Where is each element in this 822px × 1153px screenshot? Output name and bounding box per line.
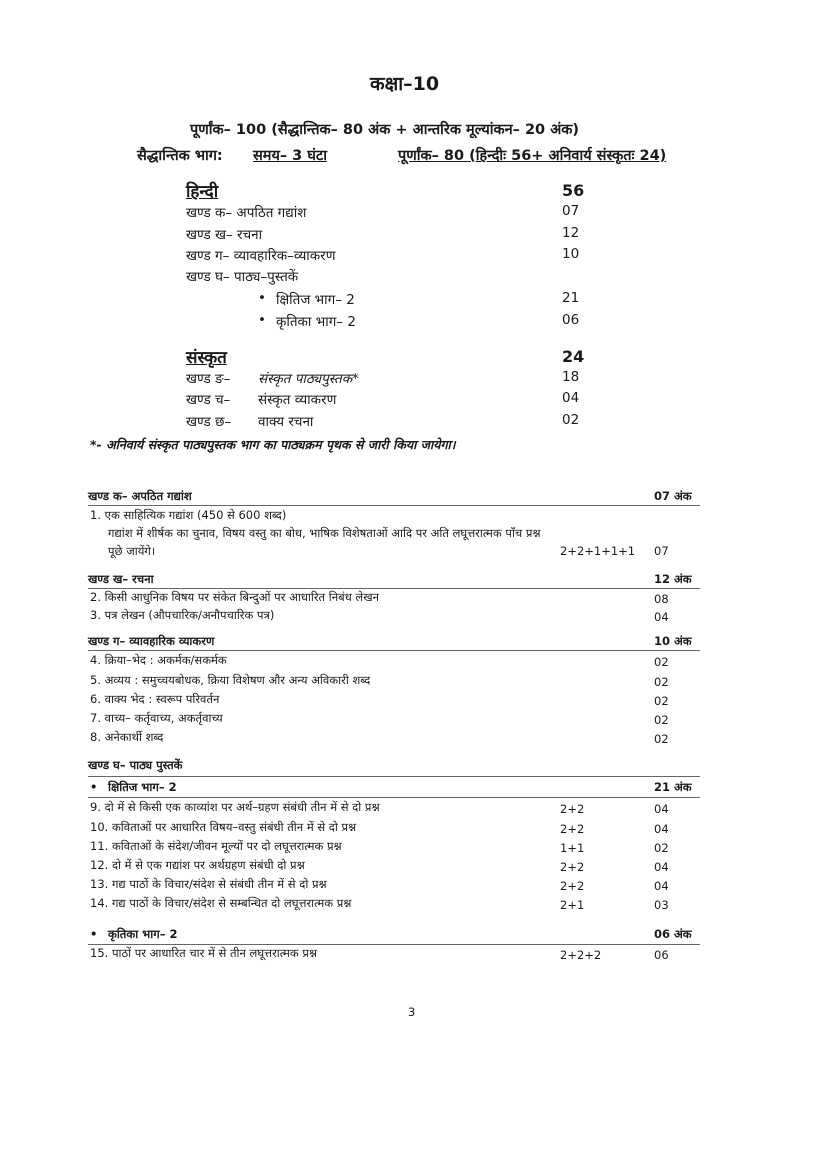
page-number: 3 bbox=[408, 1005, 416, 1019]
summary-subrow-label: कृतिका भाग– 2 bbox=[276, 314, 356, 330]
detail-item: 8. अनेकार्थी शब्द bbox=[90, 730, 164, 744]
section-heading: खण्ड ख– रचना bbox=[88, 572, 154, 586]
summary-row-prefix: खण्ड छ– bbox=[186, 414, 232, 430]
detail-item-marks: 04 bbox=[654, 802, 669, 816]
detail-item-marks: 02 bbox=[654, 732, 669, 746]
summary-row-marks: 12 bbox=[562, 225, 580, 241]
summary-row-marks: 10 bbox=[562, 246, 580, 262]
summary-subrow-label: क्षितिज भाग– 2 bbox=[276, 292, 355, 308]
detail-item-marks: 03 bbox=[654, 898, 669, 912]
bullet-icon: • bbox=[258, 312, 266, 328]
detail-item-marks: 02 bbox=[654, 713, 669, 727]
detail-item-split: 2+2 bbox=[560, 860, 585, 874]
summary-row-label: खण्ड घ– पाठ्य–पुस्तकें bbox=[186, 269, 299, 285]
detail-item: 15. पाठों पर आधारित चार में से तीन लघूत्तरात्मक प्रश्न bbox=[90, 946, 318, 960]
summary-row-label: संस्कृत पाठ्यपुस्तक* bbox=[258, 371, 359, 387]
section-total: 12 अंक bbox=[654, 572, 692, 586]
detail-item-marks: 07 bbox=[654, 544, 669, 558]
subsection-total: 21 अंक bbox=[654, 780, 692, 794]
summary-row-label: खण्ड ग– व्यावहारिक–व्याकरण bbox=[186, 248, 336, 264]
detail-item: 3. पत्र लेखन (औपचारिक/अनौपचारिक पत्र) bbox=[90, 608, 275, 622]
detail-item-marks: 02 bbox=[654, 655, 669, 669]
summary-row-marks: 04 bbox=[562, 390, 580, 406]
bullet-icon: • bbox=[90, 927, 98, 941]
summary-row-marks: 18 bbox=[562, 369, 580, 385]
detail-item-marks: 02 bbox=[654, 694, 669, 708]
detail-item-marks: 04 bbox=[654, 860, 669, 874]
section-total: 10 अंक bbox=[654, 634, 692, 648]
summary-subrow-marks: 06 bbox=[562, 312, 580, 328]
detail-item: 11. कविताओं के संदेश/जीवन मूल्यों पर दो लघूत्तरात्मक प्रश्न bbox=[90, 839, 342, 853]
hindi-total: 56 bbox=[562, 181, 585, 200]
detail-item: 13. गद्य पाठों के विचार/संदेश से संबंधी तीन में से दो प्रश्न bbox=[90, 877, 327, 891]
divider bbox=[88, 776, 700, 777]
summary-row-label: वाक्य रचना bbox=[258, 414, 314, 430]
detail-item-marks: 04 bbox=[654, 822, 669, 836]
divider bbox=[88, 797, 700, 798]
detail-item-split: 2+1 bbox=[560, 898, 585, 912]
detail-item: 4. क्रिया–भेद : अकर्मक/सकर्मक bbox=[90, 653, 227, 667]
detail-item: 10. कविताओं पर आधारित विषय–वस्तु संबंधी तीन में से दो प्रश्न bbox=[90, 820, 357, 834]
detail-item: 14. गद्य पाठों के विचार/संदेश से सम्बन्धित दो लघूत्तरात्मक प्रश्न bbox=[90, 896, 352, 910]
detail-item: 9. दो में से किसी एक काव्यांश पर अर्थ–ग्रहण संबंधी तीन में से दो प्रश्न bbox=[90, 800, 380, 814]
detail-item-marks: 02 bbox=[654, 841, 669, 855]
hindi-heading: हिन्दी bbox=[186, 182, 219, 202]
page-title: कक्षा–10 bbox=[370, 73, 440, 95]
detail-item: 6. वाक्य भेद : स्वरूप परिवर्तन bbox=[90, 692, 220, 706]
detail-item-split: 2+2 bbox=[560, 802, 585, 816]
summary-row-prefix: खण्ड च– bbox=[186, 392, 231, 408]
summary-row-prefix: खण्ड ङ– bbox=[186, 371, 231, 387]
summary-row-marks: 02 bbox=[562, 412, 580, 428]
summary-row-label: खण्ड ख– रचना bbox=[186, 227, 263, 243]
detail-item: 12. दो में से एक गद्यांश पर अर्थग्रहण संबंधी दो प्रश्न bbox=[90, 858, 305, 872]
footnote: *- अनिवार्य संस्कृत पाठ्यपुस्तक भाग का पाठ्यक्रम पृथक से जारी किया जायेगा। bbox=[90, 437, 456, 452]
detail-item: 2. किसी आधुनिक विषय पर संकेत बिन्दुओं पर आधारित निबंध लेखन bbox=[90, 590, 380, 604]
section-heading: खण्ड क– अपठित गद्यांश bbox=[88, 489, 192, 503]
detail-item: 5. अव्यय : समुच्चयबोधक, क्रिया विशेषण और अन्य अविकारी शब्द bbox=[90, 673, 371, 687]
bullet-icon: • bbox=[90, 780, 98, 794]
detail-item-desc: गद्यांश में शीर्षक का चुनाव, विषय वस्तु का बोध, भाषिक विशेषताओं आदि पर अति लघूत्तरात्मक पाँच प्रश्न bbox=[108, 526, 541, 540]
subsection-total: 06 अंक bbox=[654, 927, 692, 941]
theory-marks: पूर्णांक– 80 (हिन्दीः 56+ अनिवार्य संस्कृतः 24) bbox=[398, 148, 667, 164]
detail-item-split: 2+2+1+1+1 bbox=[560, 544, 636, 558]
sanskrit-heading: संस्कृत bbox=[186, 348, 227, 368]
detail-item-marks: 02 bbox=[654, 675, 669, 689]
summary-row-marks: 07 bbox=[562, 203, 580, 219]
summary-row-label: खण्ड क– अपठित गद्यांश bbox=[186, 205, 307, 221]
summary-subrow-marks: 21 bbox=[562, 290, 580, 306]
bullet-icon: • bbox=[258, 290, 266, 306]
section-total: 07 अंक bbox=[654, 489, 692, 503]
detail-item: 7. वाच्य– कर्तृवाच्य, अकर्तृवाच्य bbox=[90, 711, 223, 725]
detail-item: 1. एक साहित्यिक गद्यांश (450 से 600 शब्द) bbox=[90, 508, 287, 522]
detail-item-split: 1+1 bbox=[560, 841, 585, 855]
detail-item-desc: पूछे जायेंगे। bbox=[108, 544, 156, 558]
detail-item-marks: 08 bbox=[654, 592, 669, 606]
subsection-heading: कृतिका भाग– 2 bbox=[108, 927, 178, 941]
detail-item-split: 2+2 bbox=[560, 879, 585, 893]
subsection-heading: क्षितिज भाग– 2 bbox=[108, 780, 177, 794]
detail-item-split: 2+2 bbox=[560, 822, 585, 836]
detail-item-split: 2+2+2 bbox=[560, 948, 602, 962]
summary-row-label: संस्कृत व्याकरण bbox=[258, 392, 337, 408]
section-heading: खण्ड ग– व्यावहारिक व्याकरण bbox=[88, 634, 215, 648]
detail-item-marks: 04 bbox=[654, 610, 669, 624]
detail-item-marks: 06 bbox=[654, 948, 669, 962]
sanskrit-total: 24 bbox=[562, 347, 585, 366]
theory-label: सैद्धान्तिक भाग: bbox=[137, 148, 223, 164]
total-marks-line: पूर्णांक– 100 (सैद्धान्तिक– 80 अंक + आन्तरिक मूल्यांकन– 20 अंक) bbox=[190, 122, 580, 138]
section-heading: खण्ड घ– पाठ्य पुस्तकें bbox=[88, 758, 183, 772]
divider bbox=[88, 650, 700, 651]
theory-time: समय– 3 घंटा bbox=[253, 148, 327, 164]
divider bbox=[88, 505, 700, 506]
detail-item-marks: 04 bbox=[654, 879, 669, 893]
divider bbox=[88, 944, 700, 945]
divider bbox=[88, 588, 700, 589]
